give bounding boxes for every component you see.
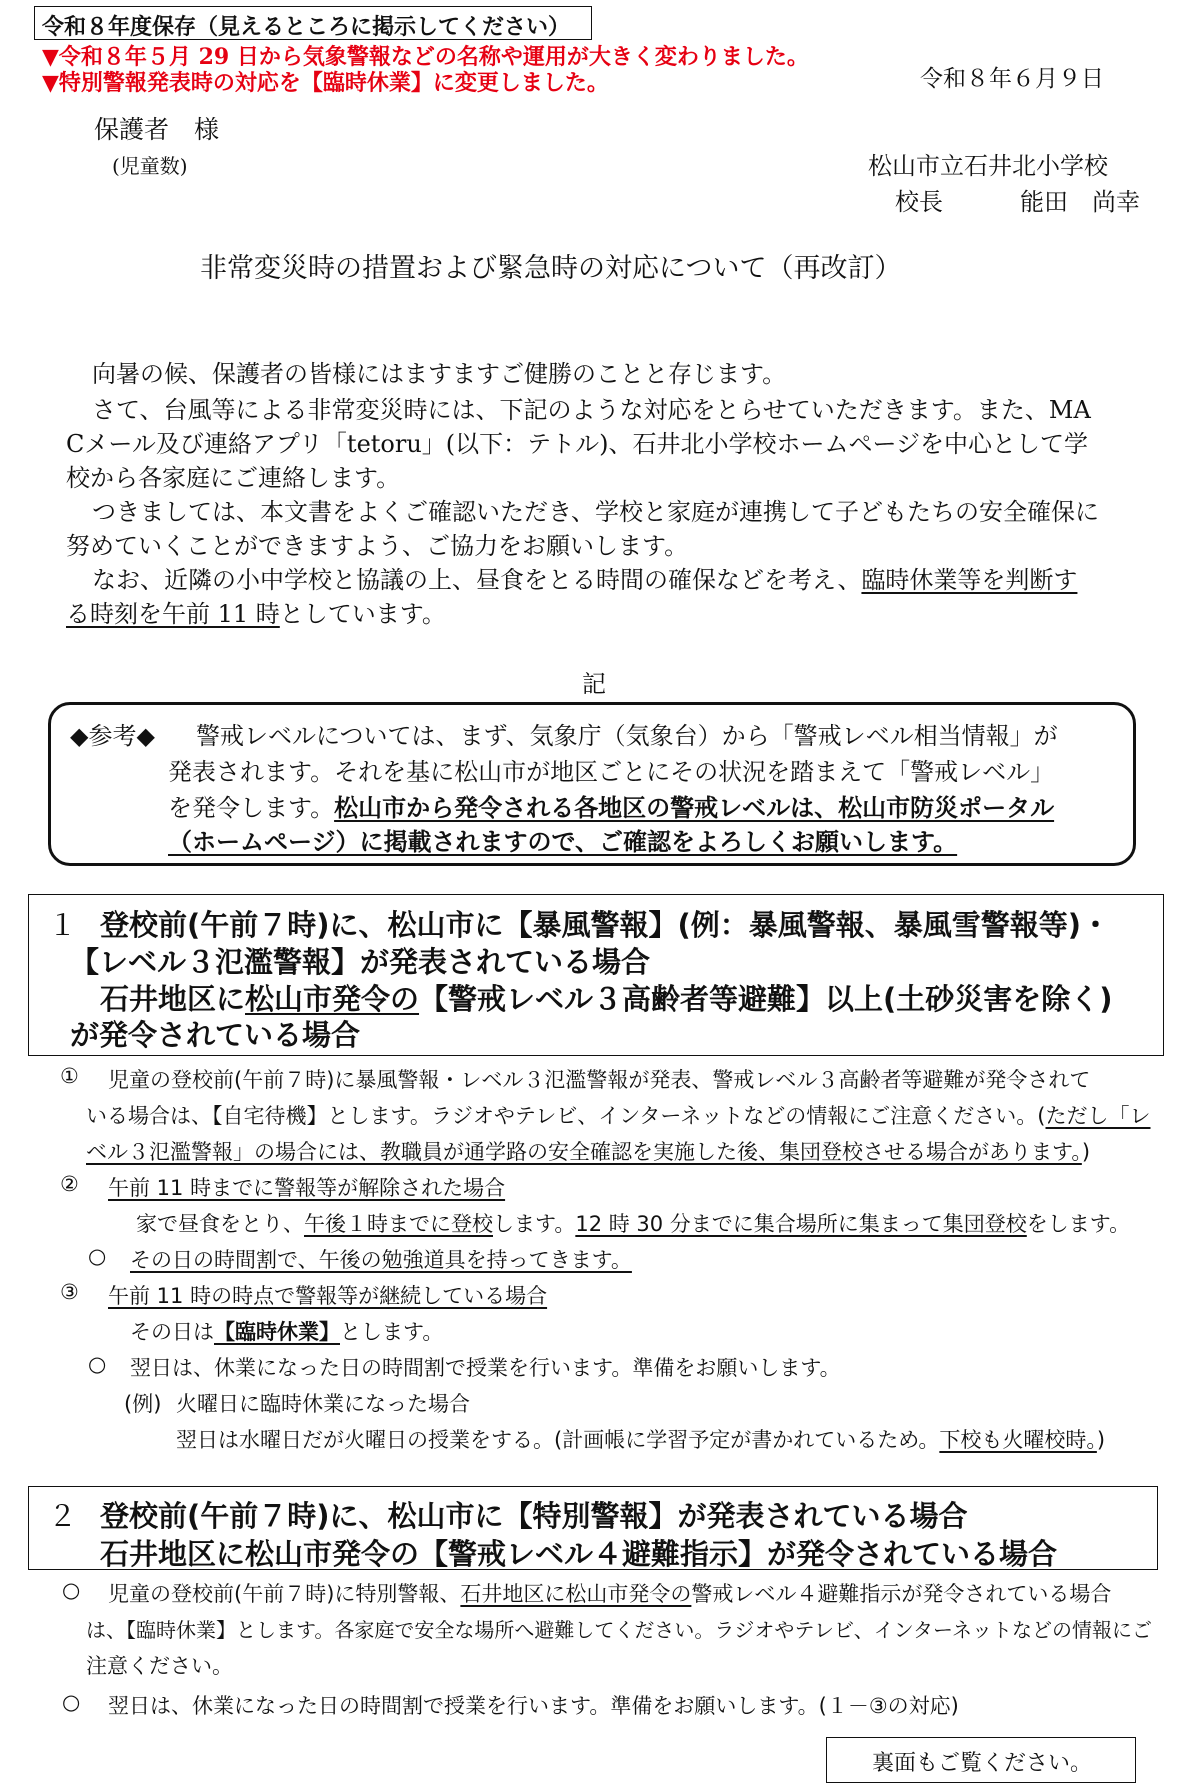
intro-line: さて、台風等による非常変災時には、下記のような対応をとらせていただきます。また、MA — [92, 396, 1091, 424]
addressee: 保護者 様 — [94, 115, 220, 144]
example-line — [176, 1424, 1105, 1454]
section2-heading: 石井地区に松山市発令の【警戒レベル４避難指示】が発令されている場合 — [100, 1537, 1058, 1571]
section1-heading: 【レベル３氾濫警報】が発表されている場合 — [70, 945, 651, 979]
example-text: 翌日は水曜日だが火曜日の授業をする。(計画帳に学習予定が書かれているため。 — [176, 1428, 940, 1452]
item-emphasis: 12 時 30 分までに集合場所に集まって集団登校 — [575, 1212, 1027, 1236]
decision-time-text: る時刻を午前 11 時 — [66, 600, 280, 628]
item-emphasis: ベル３氾濫警報」の場合には、教職員が通学路の安全確認を実施した後、集団登校させる場合があります。 — [86, 1140, 1082, 1164]
intro-line: 校から各家庭にご連絡します。 — [66, 464, 401, 492]
section1-heading-text: 【警戒レベル３高齢者等避難】以上(土砂災害を除く) — [419, 982, 1113, 1016]
item-text: その日は — [130, 1320, 214, 1344]
change-notice-2: ▼特別警報発表時の対応を【臨時休業】に変更しました。 — [42, 70, 609, 96]
item-line: 注意ください。 — [86, 1654, 233, 1678]
intro-text: なお、近隣の小中学校と協議の上、昼食をとる時間の確保などを考え、 — [92, 566, 862, 594]
item-text: とします。 — [340, 1320, 444, 1344]
item-line: は、【臨時休業】とします。各家庭で安全な場所へ避難してください。ラジオやテレビ、インターネットなどの情報にご — [86, 1618, 1152, 1642]
decision-time-text: 臨時休業等を判断す — [861, 566, 1078, 594]
see-back-text: 裏面もご覧ください。 — [872, 1751, 1093, 1776]
item-line — [130, 1316, 443, 1346]
student-count: (児童数) — [112, 154, 188, 178]
sub-item-mark: ○ — [88, 1244, 107, 1268]
item-emphasis: ただし「レ — [1045, 1104, 1151, 1128]
item-emphasis: 【臨時休業】 — [214, 1320, 340, 1344]
section1-heading: 登校前(午前７時)に、松山市に【暴風警報】(例：暴風警報、暴風雪警報等)・ — [100, 908, 1111, 942]
change-notice-1: ▼令和８年５月 29 日から気象警報などの名称や運用が大きく変わりました。 — [42, 44, 809, 70]
save-notice: 令和８年度保存（見えるところに掲示してください） — [42, 14, 571, 40]
section1-number: １ — [48, 908, 78, 942]
principal-name: 能田 尚幸 — [1020, 188, 1140, 216]
section1-heading: が発令されている場合 — [70, 1018, 361, 1052]
item-line — [136, 1208, 1130, 1238]
section1-heading — [100, 977, 1113, 1018]
item-line — [86, 1100, 1151, 1130]
intro-line — [66, 594, 446, 629]
school-name: 松山市立石井北小学校 — [868, 152, 1108, 180]
sub-item-text: 翌日は、休業になった日の時間割で授業を行います。準備をお願いします。 — [130, 1356, 841, 1380]
item-text: 警戒レベル４避難指示が発令されている場合 — [691, 1582, 1112, 1606]
item-line — [108, 1578, 1111, 1608]
item-text: ) — [1081, 1140, 1091, 1164]
intro-line: 向暑の候、保護者の皆様にはますますご健勝のことと存じます。 — [92, 360, 787, 388]
item-heading: 午前 11 時の時点で警報等が継続している場合 — [108, 1284, 548, 1308]
section1-heading-emphasis: 松山市発令の — [245, 982, 420, 1016]
item-line — [86, 1136, 1090, 1166]
item-number: ① — [60, 1064, 79, 1088]
item-text: します。 — [493, 1212, 576, 1236]
reference-line — [168, 788, 1054, 823]
section1-heading-text: 石井地区に — [100, 982, 246, 1016]
example-emphasis: 下校も火曜校時。 — [939, 1428, 1097, 1452]
document-title: 非常変災時の措置および緊急時の対応について（再改訂） — [200, 253, 902, 284]
item-number: ② — [60, 1172, 79, 1196]
reference-line: 警戒レベルについては、まず、気象庁（気象台）から「警戒レベル相当情報」が — [196, 722, 1058, 750]
example-line: 火曜日に臨時休業になった場合 — [176, 1392, 470, 1416]
sub-item-mark: ○ — [88, 1352, 107, 1376]
intro-line: つきましては、本文書をよくご確認いただき、学校と家庭が連携して子どもたちの安全確保に — [92, 498, 1100, 526]
example-label: (例) — [124, 1392, 162, 1416]
item-line: 翌日は、休業になった日の時間割で授業を行います。準備をお願いします。(１－③の対応) — [108, 1694, 959, 1718]
principal-title: 校長 — [895, 188, 943, 216]
reference-emphasis: （ホームページ）に掲載されますので、ご確認をよろしくお願いします。 — [168, 827, 958, 856]
reference-label: ◆参考◆ — [70, 722, 155, 750]
intro-text: としています。 — [279, 600, 446, 628]
section2-heading: 登校前(午前７時)に、松山市に【特別警報】が発表されている場合 — [100, 1499, 968, 1533]
item-heading: 午前 11 時までに警報等が解除された場合 — [108, 1176, 506, 1200]
item-line: 児童の登校前(午前７時)に暴風警報・レベル３氾濫警報が発表、警戒レベル３高齢者等避難が発令されて — [108, 1068, 1091, 1092]
item-emphasis: 午後１時までに登校 — [304, 1212, 493, 1236]
intro-line: 努めていくことができますよう、ご協力をお願いします。 — [66, 532, 689, 560]
ki-heading: 記 — [582, 670, 606, 698]
section2-number: ２ — [48, 1499, 78, 1533]
item-mark: ○ — [62, 1690, 81, 1714]
reference-text: を発令します。 — [168, 794, 335, 822]
intro-line — [92, 560, 1077, 595]
item-text: をします。 — [1026, 1212, 1131, 1236]
item-text: 児童の登校前(午前７時)に特別警報、 — [108, 1582, 461, 1606]
reference-emphasis: 松山市から発令される各地区の警戒レベルは、松山市防災ポータル — [334, 793, 1055, 822]
sub-item-text: その日の時間割で、午後の勉強道具を持ってきます。 — [130, 1248, 632, 1272]
item-mark: ○ — [62, 1578, 81, 1602]
reference-line: 発表されます。それを基に松山市が地区ごとにその状況を踏まえて「警戒レベル」 — [168, 758, 1055, 786]
item-text: 家で昼食をとり、 — [136, 1212, 304, 1236]
item-text: いる場合は、【自宅待機】とします。ラジオやテレビ、インターネットなどの情報にご注意ください。( — [86, 1104, 1046, 1128]
example-text: ) — [1096, 1428, 1106, 1452]
intro-line: Cメール及び連絡アプリ「tetoru」(以下：テトル)、石井北小学校ホームページを中心として学 — [66, 430, 1089, 458]
issue-date: 令和８年６月９日 — [920, 66, 1104, 92]
item-emphasis: 石井地区に松山市発令の — [460, 1582, 692, 1606]
item-number: ③ — [60, 1280, 79, 1304]
